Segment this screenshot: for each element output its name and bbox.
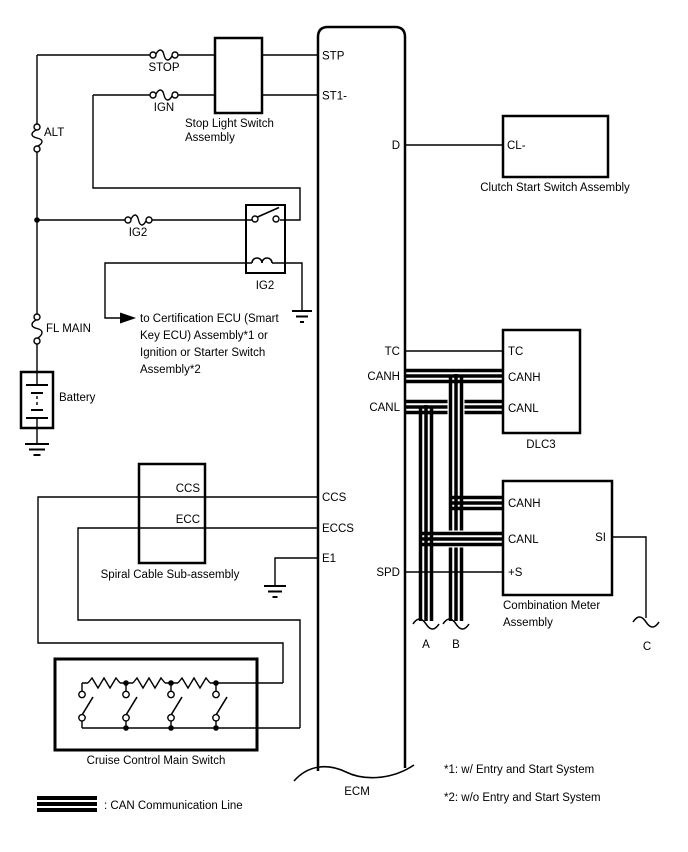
resistor-1 — [88, 678, 120, 688]
wire-cruise-stubs — [82, 683, 216, 728]
ecm-pin-spd: SPD — [376, 567, 400, 579]
switch-blade — [171, 697, 182, 715]
ecm-pin-eccs: ECCS — [322, 523, 354, 535]
resistor-3 — [178, 678, 210, 688]
clutch-pin-cl: CL- — [507, 140, 526, 152]
wire-e1-ground — [275, 558, 318, 586]
meter-pin-plus-s: +S — [508, 567, 523, 579]
stop-light-switch-box — [215, 38, 262, 113]
certification-note-1: to Certification ECU (Smart — [140, 313, 279, 325]
contact — [168, 715, 174, 721]
dlc3-pin-tc: TC — [508, 346, 524, 358]
footnote-2: *2: w/o Entry and Start System — [444, 792, 601, 804]
spiral-pin-ccs: CCS — [175, 483, 200, 495]
ecm-break-wave — [294, 765, 414, 781]
ecm-pin-st1: ST1- — [322, 90, 347, 103]
ecm-pin-canl: CANL — [369, 402, 400, 414]
wire-relay-coil-ground — [285, 263, 302, 311]
can-stub-meter-canl — [419, 534, 503, 545]
certification-note-2: Key ECU) Assembly*1 or — [140, 330, 268, 342]
fuse-alt-label: ALT — [44, 127, 65, 139]
contact — [79, 691, 85, 697]
labels — [44, 51, 651, 813]
wire-ign-branch-to-relay — [93, 95, 300, 220]
combination-meter-label-2: Assembly — [503, 617, 553, 629]
contact — [168, 691, 174, 697]
ecm-pin-tc: TC — [384, 346, 400, 358]
fuse-stop-label: STOP — [148, 62, 180, 74]
ig2-relay — [246, 205, 285, 273]
resistor-2 — [133, 678, 165, 688]
wire-relay-coil-left — [105, 263, 246, 318]
ecm-label: ECM — [344, 786, 370, 798]
contact — [213, 691, 219, 697]
junction-dot — [168, 680, 174, 686]
contact — [79, 715, 85, 721]
junction-dot — [213, 680, 219, 686]
cruise-switch-blades — [82, 697, 227, 715]
can-stub-meter-canh — [449, 498, 503, 509]
clutch-start-switch-label: Clutch Start Switch Assembly — [480, 182, 630, 194]
dlc3-pin-canh: CANH — [508, 372, 541, 384]
can-line-legend-icon — [37, 798, 97, 810]
connector-a-label: A — [422, 639, 430, 651]
ecm-box — [318, 27, 405, 771]
relay-coil-icon — [246, 258, 285, 263]
relay-ig2-label: IG2 — [255, 280, 275, 292]
meter-pin-canl: CANL — [508, 534, 539, 546]
fuse-ign-label: IGN — [153, 102, 175, 114]
certification-note-4: Assembly*2 — [140, 364, 201, 376]
junction-dot — [123, 725, 129, 731]
wire-si — [612, 537, 646, 618]
cruise-switch-contacts — [79, 691, 219, 721]
contact — [123, 691, 129, 697]
fuse-alt-icon — [32, 124, 42, 152]
dlc3-pin-canl: CANL — [508, 403, 539, 415]
spiral-cable-label: Spiral Cable Sub-assembly — [100, 569, 240, 581]
can-legend-label: : CAN Communication Line — [104, 800, 243, 812]
ecm-pin-stp: STP — [322, 50, 345, 63]
meter-pin-si: SI — [595, 532, 606, 544]
stop-light-switch-label-1: Stop Light Switch — [185, 118, 274, 130]
can-bus-canh — [405, 371, 503, 382]
ecm-pin-e1: E1 — [322, 553, 337, 565]
dlc3-label: DLC3 — [526, 439, 556, 451]
cruise-control-switch-box — [55, 659, 257, 750]
ecm-pin-d: D — [391, 140, 400, 152]
junction-dot — [213, 725, 219, 731]
battery-label: Battery — [59, 392, 96, 404]
junction-dot — [123, 680, 129, 686]
ecm-pin-ccs: CCS — [322, 492, 347, 504]
junction-dot — [34, 217, 40, 223]
arrow-right-icon — [120, 313, 136, 324]
break-squiggle-c — [633, 617, 659, 627]
fuse-ign-icon — [150, 90, 178, 100]
relay-contact — [273, 216, 279, 222]
fuse-ig2-icon — [125, 215, 152, 225]
connector-b-label: B — [452, 639, 460, 651]
ground-icon-battery — [25, 444, 49, 455]
contact — [213, 715, 219, 721]
fuse-ig2-label: IG2 — [128, 227, 148, 239]
ground-icon-relay — [292, 311, 312, 322]
footnote-1: *1: w/ Entry and Start System — [444, 764, 595, 776]
relay-contact — [252, 216, 258, 222]
ground-icon-e1 — [264, 586, 286, 597]
switch-blade — [126, 697, 137, 715]
contact — [123, 715, 129, 721]
wires — [37, 55, 646, 728]
can-branch-a — [421, 405, 432, 621]
cruise-control-switch-label: Cruise Control Main Switch — [86, 755, 226, 767]
fuse-fl-main-label: FL MAIN — [46, 323, 91, 335]
meter-pin-canh: CANH — [508, 498, 541, 510]
connector-c-label: C — [642, 641, 652, 653]
switch-blade — [216, 697, 227, 715]
junction-dots — [34, 217, 219, 731]
battery-plates-icon — [26, 385, 48, 418]
ecm-pin-canh: CANH — [367, 371, 400, 383]
spiral-pin-ecc: ECC — [175, 514, 200, 526]
fuse-fl-main-icon — [32, 314, 42, 344]
stop-light-switch-label-2: Assembly — [185, 132, 235, 144]
certification-note-3: Ignition or Starter Switch — [140, 347, 266, 359]
fuse-stop-icon — [150, 50, 178, 60]
combination-meter-label-1: Combination Meter — [503, 600, 601, 612]
switch-blade — [82, 697, 93, 715]
junction-dot — [168, 725, 174, 731]
